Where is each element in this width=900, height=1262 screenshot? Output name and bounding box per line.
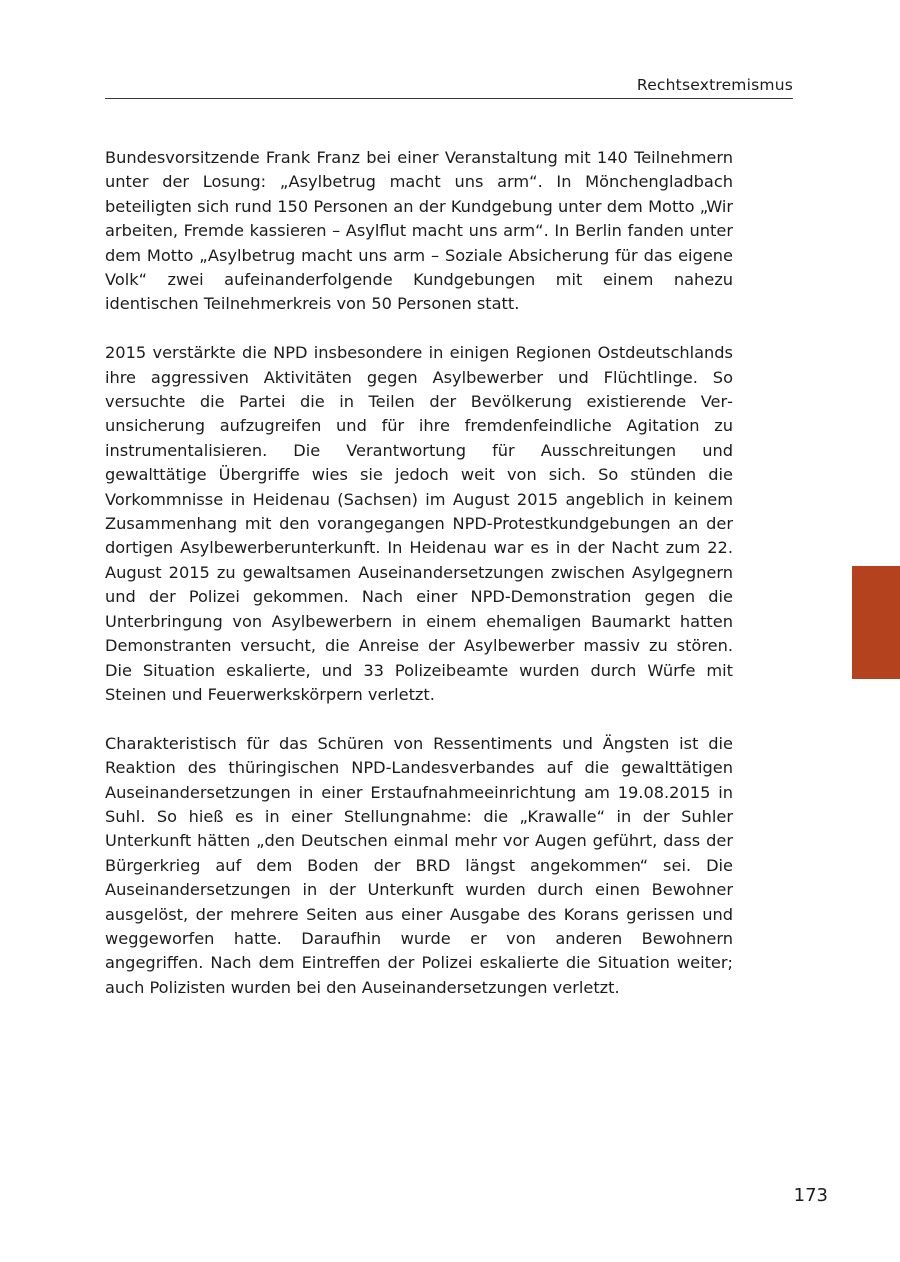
paragraph-3: Charakteristisch für das Schüren von Ressentiments und Ängsten ist die Reaktion des thüringischen NPD-Landesverbandes auf die gewalttätigen Auseinandersetzungen in einer Erstaufnahmeeinrichtung am 19.08.2015 in Suhl. So hieß es in einer Stellungnahme: die „Krawalle“ in der Suhler Unterkunft hätten „den Deutschen einmal mehr vor Augen geführt, dass der Bürgerkrieg auf dem Boden der BRD längst angekommen“ sei. Die Auseinandersetzungen in der Unterkunft wurden durch einen Bewohner ausgelöst, der mehrere Seiten aus einer Ausgabe des Korans gerissen und weggeworfen hatte. Daraufhin wurde er von anderen Bewohnern angegriffen. Nach dem Eintreffen der Polizei eskalierte die Situation weiter; auch Polizisten wurden bei den Auseinandersetzungen verletzt. — [105, 733, 733, 997]
paragraph-1: Bundesvorsitzende Frank Franz bei einer Veranstaltung mit 140 Teilnehmern unter der Losung: „Asylbetrug macht uns arm“. In Mönchengladbach beteiligten sich rund 150 Personen an der Kundgebung unter dem Motto „Wir arbeiten, Fremde kassieren – Asylflut macht uns arm“. In Berlin fanden unter dem Motto „Asylbetrug macht uns arm – Soziale Absicherung für das eigene Volk“ zwei aufeinanderfolgende Kundgebungen mit einem nahezu identischen Teilnehmerkreis von 50 Personen statt. — [105, 148, 733, 314]
running-header-title: Rechtsextremismus — [636, 76, 793, 94]
body-text — [105, 146, 733, 1025]
chapter-thumb-tab — [852, 566, 900, 679]
header-rule — [105, 98, 793, 99]
paragraph-2: 2015 verstärkte die NPD insbesondere in einigen Regionen Ostdeutschlands ihre aggressiven Aktivitäten gegen Asylbewerber und Flüchtlinge. So versuchte die Partei die in Teilen der Bevölkerung existierende Verunsicherung aufzugreifen und für ihre fremdenfeindliche Agitation zu instrumentalisieren. Die Verantwortung für Ausschreitungen und gewalttätige Übergriffe wies sie jedoch weit von sich. So stünden die Vorkommnisse in Heidenau (Sachsen) im August 2015 angeblich in keinem Zusammenhang mit den vorangegangen NPD-Protestkundgebungen an der dortigen Asylbewerberunterkunft. In Heidenau war es in der Nacht zum 22. August 2015 zu gewaltsamen Auseinandersetzungen zwischen Asylgegnern und der Polizei gekommen. Nach einer NPD-Demonstration gegen die Unterbringung von Asylbewerbern in einem ehemaligen Baumarkt hatten Demonstranten versucht, die Anreise der Asylbewerber massiv zu stören. Die Situation eskalierte, und 33 Polizeibeamte wurden durch Würfe mit Steinen und Feuerwerkskörpern verletzt. — [105, 343, 733, 704]
page-number: 173 — [793, 1185, 828, 1206]
